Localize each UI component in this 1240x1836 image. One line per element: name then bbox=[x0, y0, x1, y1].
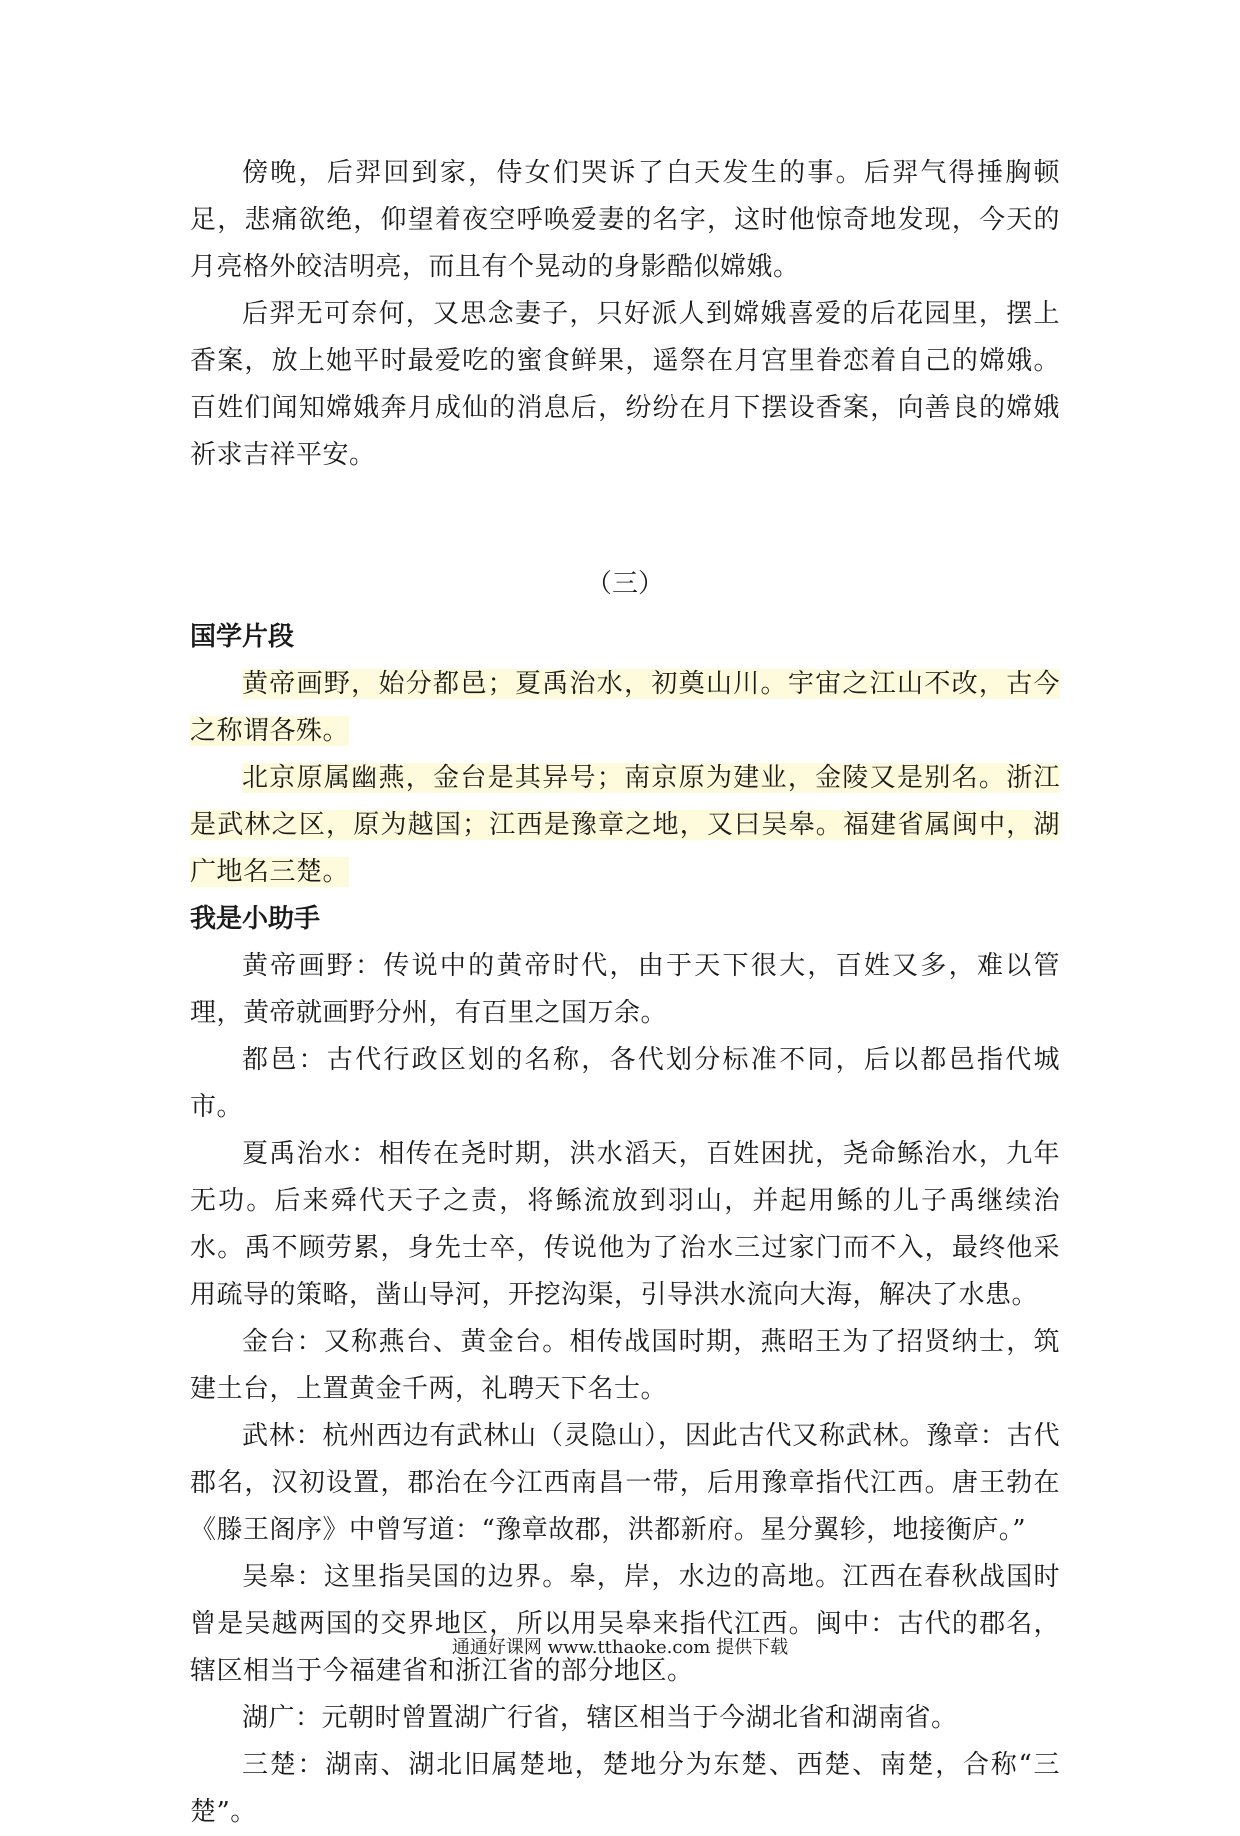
document-body bbox=[190, 150, 1060, 1836]
guoxue-paragraph-2 bbox=[190, 755, 1060, 896]
note-paragraph: 都邑：古代行政区划的名称，各代划分标准不同，后以都邑指代城市。 bbox=[190, 1045, 1060, 1122]
guoxue-heading: 国学片段 bbox=[190, 622, 295, 652]
highlighted-text: 北京原属幽燕，金台是其异号；南京原为建业，金陵又是别名。浙江是武林之区，原为越国；江西是豫章之地，又曰吴皋。福建省属闽中，湖广地名三楚。 bbox=[190, 763, 1060, 887]
note-paragraph: 金台：又称燕台、黄金台。相传战国时期，燕昭王为了招贤纳士，筑建土台，上置黄金千两，礼聘天下名士。 bbox=[190, 1327, 1060, 1404]
note-paragraph: 三楚：湖南、湖北旧属楚地，楚地分为东楚、西楚、南楚，合称“三楚”。 bbox=[190, 1750, 1060, 1827]
story-paragraph-2: 后羿无可奈何，又思念妻子，只好派人到嫦娥喜爱的后花园里，摆上香案，放上她平时最爱吃的蜜食鲜果，遥祭在月宫里眷恋着自己的嫦娥。百姓们闻知嫦娥奔月成仙的消息后，纷纷在月下摆设香案，向善良的嫦娥祈求吉祥平安。 bbox=[190, 299, 1060, 470]
section-number: （三） bbox=[585, 569, 664, 599]
story-paragraph-1: 傍晚，后羿回到家，侍女们哭诉了白天发生的事。后羿气得捶胸顿足，悲痛欲绝，仰望着夜空呼唤爱妻的名字，这时他惊奇地发现，今天的月亮格外皎洁明亮，而且有个晃动的身影酷似嫦娥。 bbox=[190, 158, 1060, 282]
page-footer: 通通好课网 www.tthaoke.com 提供下载 bbox=[451, 1637, 789, 1658]
note-paragraph: 黄帝画野：传说中的黄帝时代，由于天下很大，百姓又多，难以管理，黄帝就画野分州，有百里之国万余。 bbox=[190, 951, 1060, 1028]
note-paragraph: 夏禹治水：相传在尧时期，洪水滔天，百姓困扰，尧命鲧治水，九年无功。后来舜代天子之责，将鲧流放到羽山，并起用鲧的儿子禹继续治水。禹不顾劳累，身先士卒，传说他为了治水三过家门而不入，最终他采用疏导的策略，凿山导河，开挖沟渠，引导洪水流向大海，解决了水患。 bbox=[190, 1139, 1060, 1310]
note-paragraph: 武林：杭州西边有武林山（灵隐山），因此古代又称武林。豫章：古代郡名，汉初设置，郡治在今江西南昌一带，后用豫章指代江西。唐王勃在《滕王阁序》中曾写道：“豫章故郡，洪都新府。星分翼轸，地接衡庐。” bbox=[190, 1421, 1060, 1545]
highlighted-text: 黄帝画野，始分都邑；夏禹治水，初奠山川。宇宙之江山不改，古今之称谓各殊。 bbox=[190, 669, 1060, 746]
guoxue-paragraph-1 bbox=[190, 661, 1060, 755]
note-paragraph: 吴皋：这里指吴国的边界。皋，岸，水边的高地。江西在春秋战国时曾是吴越两国的交界地区，所以用吴皋来指代江西。闽中：古代的郡名，辖区相当于今福建省和浙江省的部分地区。 bbox=[190, 1562, 1060, 1686]
note-paragraph: 湖广：元朝时曾置湖广行省，辖区相当于今湖北省和湖南省。 bbox=[242, 1703, 958, 1733]
helper-heading: 我是小助手 bbox=[190, 904, 321, 934]
